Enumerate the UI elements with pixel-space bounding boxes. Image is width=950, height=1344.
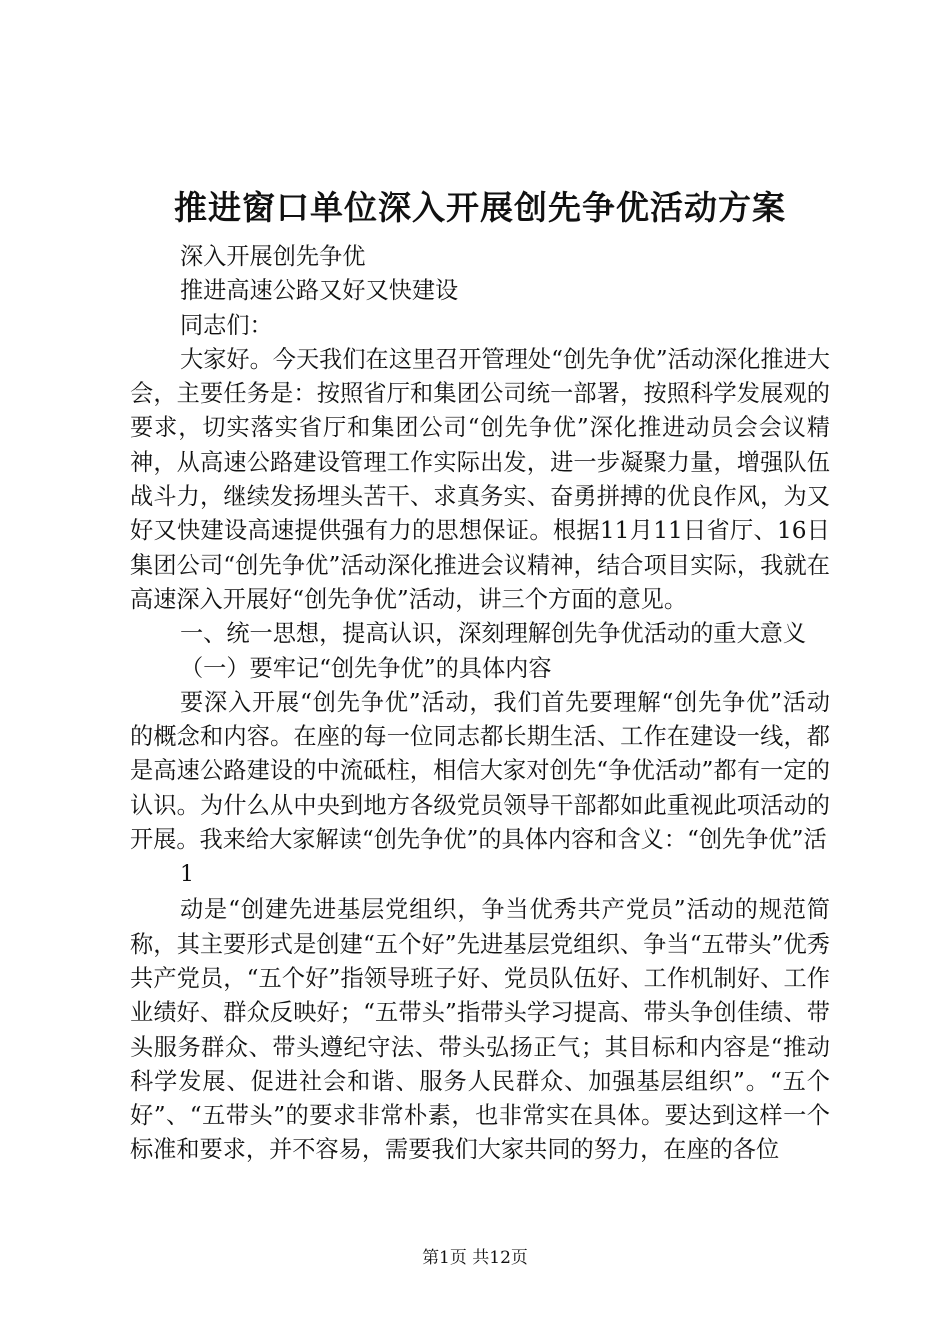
- subtitle-line-1: 深入开展创先争优: [180, 243, 366, 270]
- subtitle-line-2: 推进高速公路又好又快建设: [180, 277, 459, 305]
- inline-page-number: 1: [180, 862, 194, 888]
- salutation: 同志们：: [180, 311, 273, 339]
- subsection-heading-1: （一）要牢记“创先争优”的具体内容: [180, 654, 552, 682]
- paragraph-intro: 大家好。今天我们在这里召开管理处“创先争优”活动深化推进大会，主要任务是：按照省厅和集团公司统一部署，按照科学发展观的要求，切实落实省厅和集团公司“创先争优”深化推进动员会会议精神，从高速公路建设管理工作实际出发，进一步凝聚力量，增强队伍战斗力，继续发扬埋头苦干、求真务实、奋勇拼搏的优良作风，为又好又快建设高速提供强有力的思想保证。根据11月11日省厅、16日集团公司“创先争优”活动深化推进会议精神，结合项目实际，我就在高速深入开展好“创先争优”活动，讲三个方面的意见。: [130, 345, 830, 613]
- paragraph-body-1: 要深入开展“创先争优”活动，我们首先要理解“创先争优”活动的概念和内容。在座的每一位同志都长期生活、工作在建设一线，都是高速公路建设的中流砥柱，相信大家对创先“争优活动”都有一定的认识。为什么从中央到地方各级党员领导干部都如此重视此项活动的开展。我来给大家解读“创先争优”的具体内容和含义：“创先争优”活: [130, 688, 830, 854]
- document-page: [130, 182, 830, 1168]
- paragraph-body-2: 动是“创建先进基层党组织，争当优秀共产党员”活动的规范简称，其主要形式是创建“五个好”先进基层党组织、争当“五带头”优秀共产党员，“五个好”指领导班子好、党员队伍好、工作机制好、工作业绩好、群众反映好；“五带头”指带头学习提高、带头争创佳绩、带头服务群众、带头遵纪守法、带头弘扬正气；其目标和内容是“推动科学发展、促进社会和谐、服务人民群众、加强基层组织”。“五个好”、“五带头”的要求非常朴素，也非常实在具体。要达到这样一个标准和要求，并不容易，需要我们大家共同的努力，在座的各位: [130, 896, 830, 1164]
- document-title: 推进窗口单位深入开展创先争优活动方案: [174, 188, 786, 227]
- section-heading-1: 一、统一思想，提高认识，深刻理解创先争优活动的重大意义: [180, 620, 807, 648]
- page-footer: 第1页 共12页: [422, 1248, 528, 1268]
